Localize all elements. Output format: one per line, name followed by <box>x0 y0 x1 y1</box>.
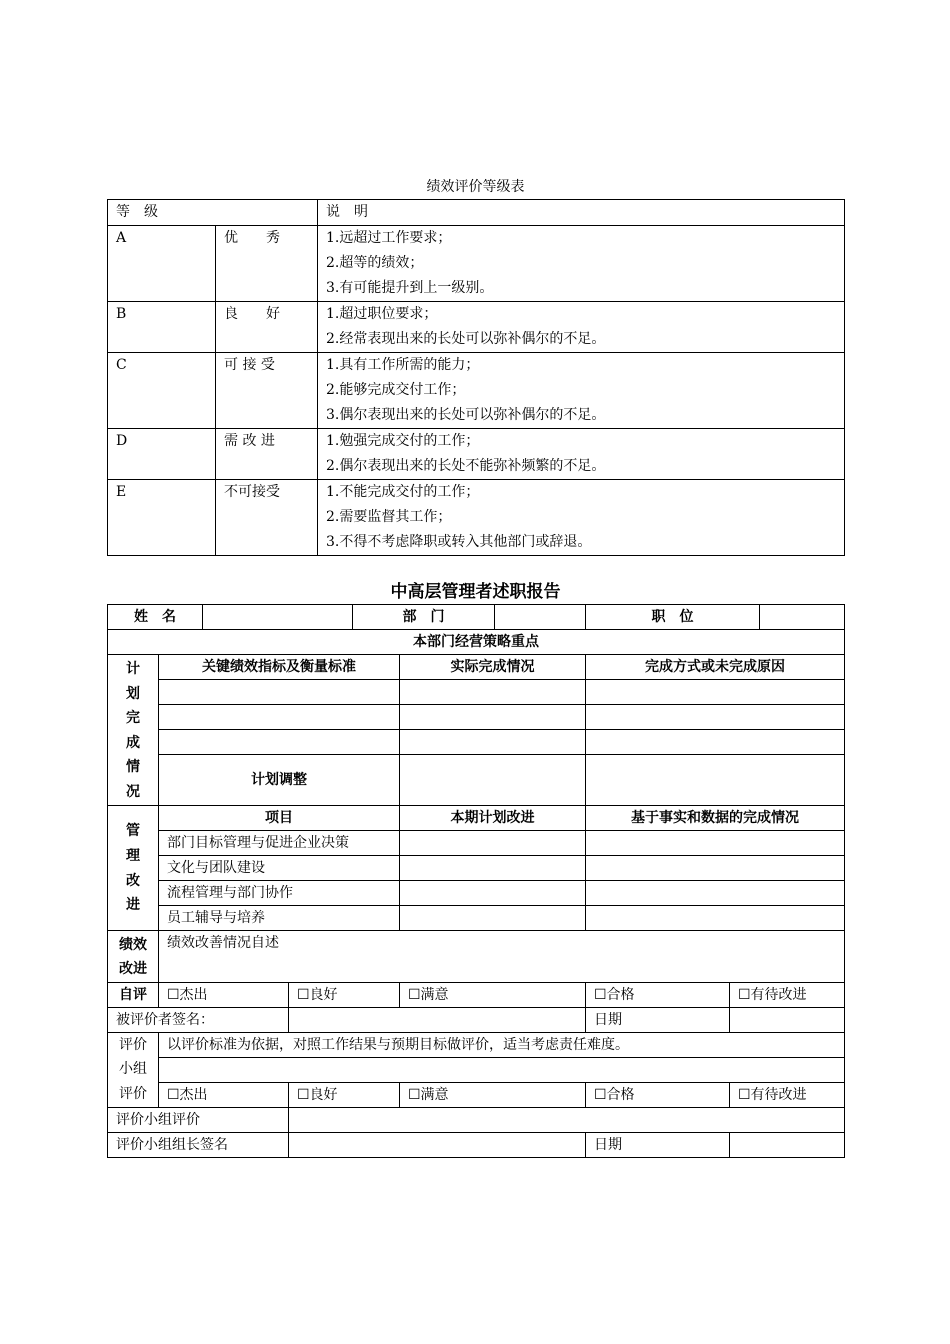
grade-row-c <box>108 353 845 429</box>
desc-line: 1.超过职位要求； <box>326 306 438 322</box>
signee-row <box>108 1007 845 1032</box>
desc-line: 1.勉强完成交付的工作； <box>326 433 480 449</box>
mgmt-header-row <box>108 805 845 830</box>
mgmt-item: 员工辅导与培养 <box>159 905 400 930</box>
mgmt-fact-cell[interactable] <box>586 905 845 930</box>
item-header: 项目 <box>159 805 400 830</box>
method-cell[interactable] <box>586 730 845 755</box>
grade-name: 不可接受 <box>216 480 318 556</box>
self-opt-improve[interactable]: ☐有待改进 <box>730 982 845 1007</box>
grade-code: D <box>108 429 216 480</box>
mgmt-item: 文化与团队建设 <box>159 855 400 880</box>
perf-side-label <box>108 930 159 982</box>
mgmt-plan-cell[interactable] <box>400 855 586 880</box>
group-blank-row <box>108 1057 845 1082</box>
grade-row-b <box>108 302 845 353</box>
side-char: 划 <box>126 685 140 702</box>
position-field[interactable] <box>760 605 845 630</box>
mgmt-row <box>108 830 845 855</box>
mgmt-row <box>108 905 845 930</box>
side-char: 计 <box>126 661 140 677</box>
desc-line: 3.不得不考虑降职或转入其他部门或辞退。 <box>326 534 592 550</box>
grade-table-title: 绩效评价等级表 <box>426 179 525 195</box>
grade-name: 良 好 <box>216 302 318 353</box>
mgmt-plan-cell[interactable] <box>400 880 586 905</box>
plan-header-row <box>108 655 845 680</box>
group-side-label <box>108 1032 159 1107</box>
group-eval-row <box>108 1107 845 1132</box>
leader-date-label: 日期 <box>586 1132 730 1157</box>
group-instruction: 以评价标准为依据，对照工作结果与预期目标做评价，适当考虑责任难度。 <box>159 1032 845 1057</box>
side-char: 进 <box>126 897 140 914</box>
plan-side-label <box>108 655 159 806</box>
desc-line: 1.具有工作所需的能力； <box>326 357 480 373</box>
group-opt-excellent[interactable]: ☐杰出 <box>159 1082 289 1107</box>
group-opt-good[interactable]: ☐良好 <box>289 1082 400 1107</box>
leader-sign-label: 评价小组组长签名 <box>108 1132 289 1157</box>
grade-table <box>107 199 845 556</box>
actual-cell[interactable] <box>400 680 586 705</box>
desc-line: 2.偶尔表现出来的长处不能弥补频繁的不足。 <box>326 458 606 474</box>
actual-header: 实际完成情况 <box>400 655 586 680</box>
mgmt-fact-cell[interactable] <box>586 880 845 905</box>
grade-desc <box>318 226 845 302</box>
kpi-header: 关键绩效指标及衡量标准 <box>159 655 400 680</box>
side-char: 评价 <box>119 1036 147 1053</box>
dept-field[interactable] <box>495 605 586 630</box>
fact-header: 基于事实和数据的完成情况 <box>586 805 845 830</box>
mgmt-plan-cell[interactable] <box>400 830 586 855</box>
method-header: 完成方式或未完成原因 <box>586 655 845 680</box>
group-options-row <box>108 1082 845 1107</box>
self-opt-satisfied[interactable]: ☐满意 <box>400 982 586 1007</box>
mgmt-side-label <box>108 805 159 930</box>
side-char: 成 <box>126 734 140 751</box>
perf-row <box>108 930 845 982</box>
grade-desc <box>318 353 845 429</box>
side-char: 改进 <box>119 961 147 978</box>
perf-text[interactable]: 绩效改善情况自述 <box>159 930 845 982</box>
grade-header: 等 级 <box>108 200 318 226</box>
group-opt-improve[interactable]: ☐有待改进 <box>730 1082 845 1107</box>
leader-sign-field[interactable] <box>289 1132 586 1157</box>
mgmt-row <box>108 880 845 905</box>
side-char: 管 <box>126 823 140 840</box>
strategy-label: 本部门经营策略重点 <box>108 630 845 655</box>
grade-code: A <box>108 226 216 302</box>
mgmt-fact-cell[interactable] <box>586 855 845 880</box>
plan-adjust-row <box>108 755 845 757</box>
grade-code: B <box>108 302 216 353</box>
group-eval-field[interactable] <box>289 1107 845 1132</box>
signee-field[interactable] <box>289 1007 586 1032</box>
desc-line: 1.远超过工作要求； <box>326 230 452 246</box>
plan-improve-header: 本期计划改进 <box>400 805 586 830</box>
grade-row-a <box>108 226 845 302</box>
grade-desc <box>318 429 845 480</box>
mgmt-item: 流程管理与部门协作 <box>159 880 400 905</box>
kpi-cell[interactable] <box>159 705 400 730</box>
side-char: 完 <box>126 710 140 727</box>
self-opt-good[interactable]: ☐良好 <box>289 982 400 1007</box>
grade-name: 可 接 受 <box>216 353 318 429</box>
plan-row <box>108 705 845 730</box>
group-opt-pass[interactable]: ☐合格 <box>586 1082 730 1107</box>
leader-date-field[interactable] <box>730 1132 845 1157</box>
mgmt-plan-cell[interactable] <box>400 905 586 930</box>
method-cell[interactable] <box>586 680 845 705</box>
grade-name: 需 改 进 <box>216 429 318 480</box>
name-field[interactable] <box>203 605 353 630</box>
method-cell[interactable] <box>586 705 845 730</box>
kpi-cell[interactable] <box>159 730 400 755</box>
grade-row-d <box>108 429 845 480</box>
position-label: 职 位 <box>586 605 760 630</box>
side-char: 理 <box>126 847 140 864</box>
desc-line: 2.需要监督其工作； <box>326 509 452 525</box>
strategy-row <box>108 630 845 655</box>
report-table <box>107 604 845 1158</box>
desc-line: 2.超等的绩效； <box>326 255 424 271</box>
desc-line: 3.偶尔表现出来的长处可以弥补偶尔的不足。 <box>326 407 606 423</box>
adjust-method-cell[interactable] <box>586 755 845 806</box>
self-opt-excellent[interactable]: ☐杰出 <box>159 982 289 1007</box>
group-opt-satisfied[interactable]: ☐满意 <box>400 1082 586 1107</box>
grade-name: 优 秀 <box>216 226 318 302</box>
grade-code: E <box>108 480 216 556</box>
name-label: 姓 名 <box>108 605 203 630</box>
plan-adjust-label: 计划调整 <box>159 755 400 806</box>
self-eval-label: 自评 <box>108 982 159 1007</box>
side-char: 评价 <box>119 1086 147 1103</box>
mgmt-fact-cell[interactable] <box>586 830 845 855</box>
side-char: 况 <box>126 783 140 800</box>
dept-label: 部 门 <box>353 605 495 630</box>
group-eval-label: 评价小组评价 <box>108 1107 289 1132</box>
leader-sign-row <box>108 1132 845 1157</box>
desc-line: 2.经常表现出来的长处可以弥补偶尔的不足。 <box>326 331 606 347</box>
mgmt-item: 部门目标管理与促进企业决策 <box>159 830 400 855</box>
grade-desc <box>318 302 845 353</box>
kpi-cell[interactable] <box>159 680 400 705</box>
plan-row <box>108 680 845 705</box>
date-label: 日期 <box>586 1007 730 1032</box>
desc-header: 说 明 <box>318 200 845 226</box>
side-char: 情 <box>126 759 140 776</box>
mgmt-row <box>108 855 845 880</box>
desc-line: 1.不能完成交付的工作； <box>326 484 480 500</box>
side-char: 绩效 <box>119 936 147 953</box>
actual-cell[interactable] <box>400 730 586 755</box>
group-instruction-row <box>108 1032 845 1057</box>
actual-cell[interactable] <box>400 705 586 730</box>
self-opt-pass[interactable]: ☐合格 <box>586 982 730 1007</box>
signee-label: 被评价者签名： <box>108 1007 289 1032</box>
group-blank-field[interactable] <box>159 1057 845 1082</box>
grade-code: C <box>108 353 216 429</box>
adjust-actual-cell[interactable] <box>400 755 586 806</box>
side-char: 小组 <box>119 1061 147 1078</box>
grade-row-e <box>108 480 845 556</box>
side-char: 改 <box>126 872 140 889</box>
self-eval-row <box>108 982 845 1007</box>
plan-row <box>108 730 845 755</box>
grade-desc <box>318 480 845 556</box>
desc-line: 3.有可能提升到上一级别。 <box>326 280 494 296</box>
report-title: 中高层管理者述职报告 <box>390 582 561 602</box>
date-field[interactable] <box>730 1007 845 1032</box>
desc-line: 2.能够完成交付工作； <box>326 382 466 398</box>
identity-row <box>108 605 845 630</box>
grade-table-header <box>108 200 845 226</box>
